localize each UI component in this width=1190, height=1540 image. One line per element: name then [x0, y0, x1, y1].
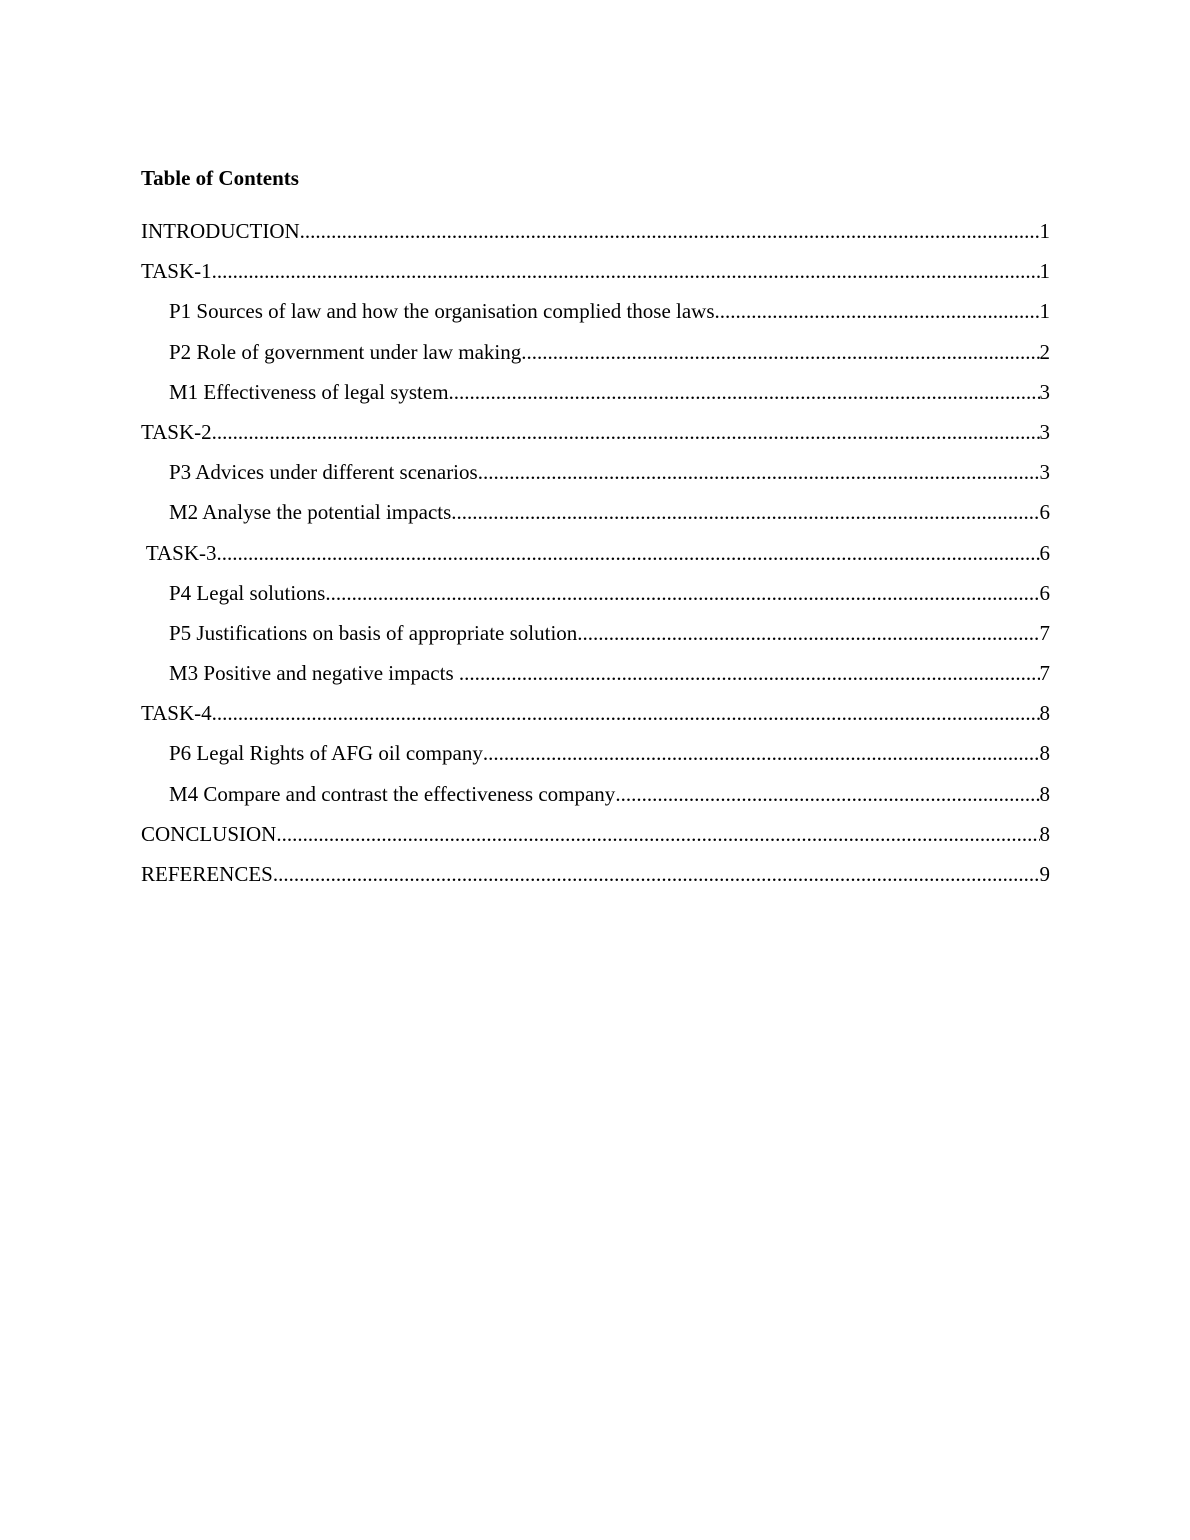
toc-dot-leader	[276, 814, 1039, 854]
toc-entry-text: M1 Effectiveness of legal system	[169, 379, 449, 404]
toc-dot-leader	[212, 412, 1040, 452]
toc-page-number: 8	[1039, 781, 1050, 806]
toc-dot-leader	[212, 693, 1040, 733]
toc-page-number: 8	[1039, 701, 1050, 726]
toc-entry-text: P2 Role of government under law making	[169, 339, 522, 364]
toc-entry[interactable]	[141, 693, 1050, 733]
toc-entry[interactable]	[141, 372, 1050, 412]
toc-entry[interactable]	[141, 251, 1050, 291]
toc-entry[interactable]	[141, 533, 1050, 573]
toc-page-number: 7	[1039, 620, 1050, 645]
toc-entry-text: P6 Legal Rights of AFG oil company	[169, 741, 483, 766]
toc-dot-leader	[521, 332, 1039, 372]
toc-entry-text: TASK-2	[141, 419, 212, 444]
toc-page-number: 8	[1039, 821, 1050, 846]
toc-entry-text: CONCLUSION	[141, 821, 277, 846]
table-of-contents	[141, 160, 1050, 894]
toc-page-number: 3	[1039, 379, 1050, 404]
toc-page-number: 1	[1039, 259, 1050, 284]
toc-entry-text: P3 Advices under different scenarios	[169, 460, 478, 485]
toc-page-number: 6	[1039, 500, 1050, 525]
toc-entry[interactable]	[141, 653, 1050, 693]
toc-entry[interactable]	[141, 211, 1050, 251]
toc-entry[interactable]	[141, 412, 1050, 452]
toc-dot-leader	[478, 452, 1040, 492]
toc-page-number: 6	[1039, 540, 1050, 565]
toc-entry[interactable]	[141, 291, 1050, 331]
toc-entry[interactable]	[141, 492, 1050, 532]
toc-page-number: 8	[1039, 741, 1050, 766]
toc-dot-leader	[217, 533, 1040, 573]
toc-page-number: 1	[1039, 219, 1050, 243]
toc-dot-leader	[451, 492, 1039, 532]
toc-entry[interactable]	[141, 733, 1050, 773]
toc-entry-text: TASK-4	[141, 701, 212, 726]
toc-page-number: 3	[1039, 460, 1050, 485]
toc-dot-leader	[212, 251, 1040, 291]
toc-entry[interactable]	[141, 452, 1050, 492]
toc-entry-text: TASK-1	[141, 259, 212, 284]
toc-page-number: 2	[1039, 339, 1050, 364]
toc-dot-leader	[459, 653, 1040, 693]
toc-dot-leader	[715, 291, 1040, 331]
toc-dot-leader	[300, 211, 1040, 251]
toc-entry-text: P1 Sources of law and how the organisation complied those laws	[169, 299, 715, 324]
toc-page-number: 3	[1039, 419, 1050, 444]
toc-entry-text: REFERENCES	[141, 862, 273, 886]
toc-dot-leader	[273, 854, 1040, 894]
toc-entry[interactable]	[141, 814, 1050, 854]
toc-dot-leader	[325, 573, 1039, 613]
toc-dot-leader	[483, 733, 1040, 773]
toc-entry[interactable]	[141, 774, 1050, 814]
toc-entry[interactable]	[141, 332, 1050, 372]
toc-entry[interactable]	[141, 573, 1050, 613]
toc-title: Table of Contents	[141, 166, 299, 190]
toc-entry-text: TASK-3	[141, 540, 217, 565]
toc-list	[141, 211, 1050, 894]
toc-page-number: 9	[1039, 862, 1050, 886]
toc-entry-text: P4 Legal solutions	[169, 580, 326, 605]
toc-page-number: 1	[1039, 299, 1050, 324]
toc-entry-text: INTRODUCTION	[141, 219, 300, 243]
toc-dot-leader	[577, 613, 1039, 653]
toc-entry-text: M4 Compare and contrast the effectiveness company	[169, 781, 616, 806]
toc-page-number: 7	[1039, 661, 1050, 686]
toc-dot-leader	[449, 372, 1040, 412]
toc-page-number: 6	[1039, 580, 1050, 605]
toc-entry-text: M2 Analyse the potential impacts	[169, 500, 452, 525]
toc-entry-text: M3 Positive and negative impacts	[169, 661, 459, 686]
toc-entry[interactable]	[141, 613, 1050, 653]
toc-entry[interactable]	[141, 854, 1050, 894]
toc-entry-text: P5 Justifications on basis of appropriate solution	[169, 620, 578, 645]
toc-dot-leader	[615, 774, 1039, 814]
